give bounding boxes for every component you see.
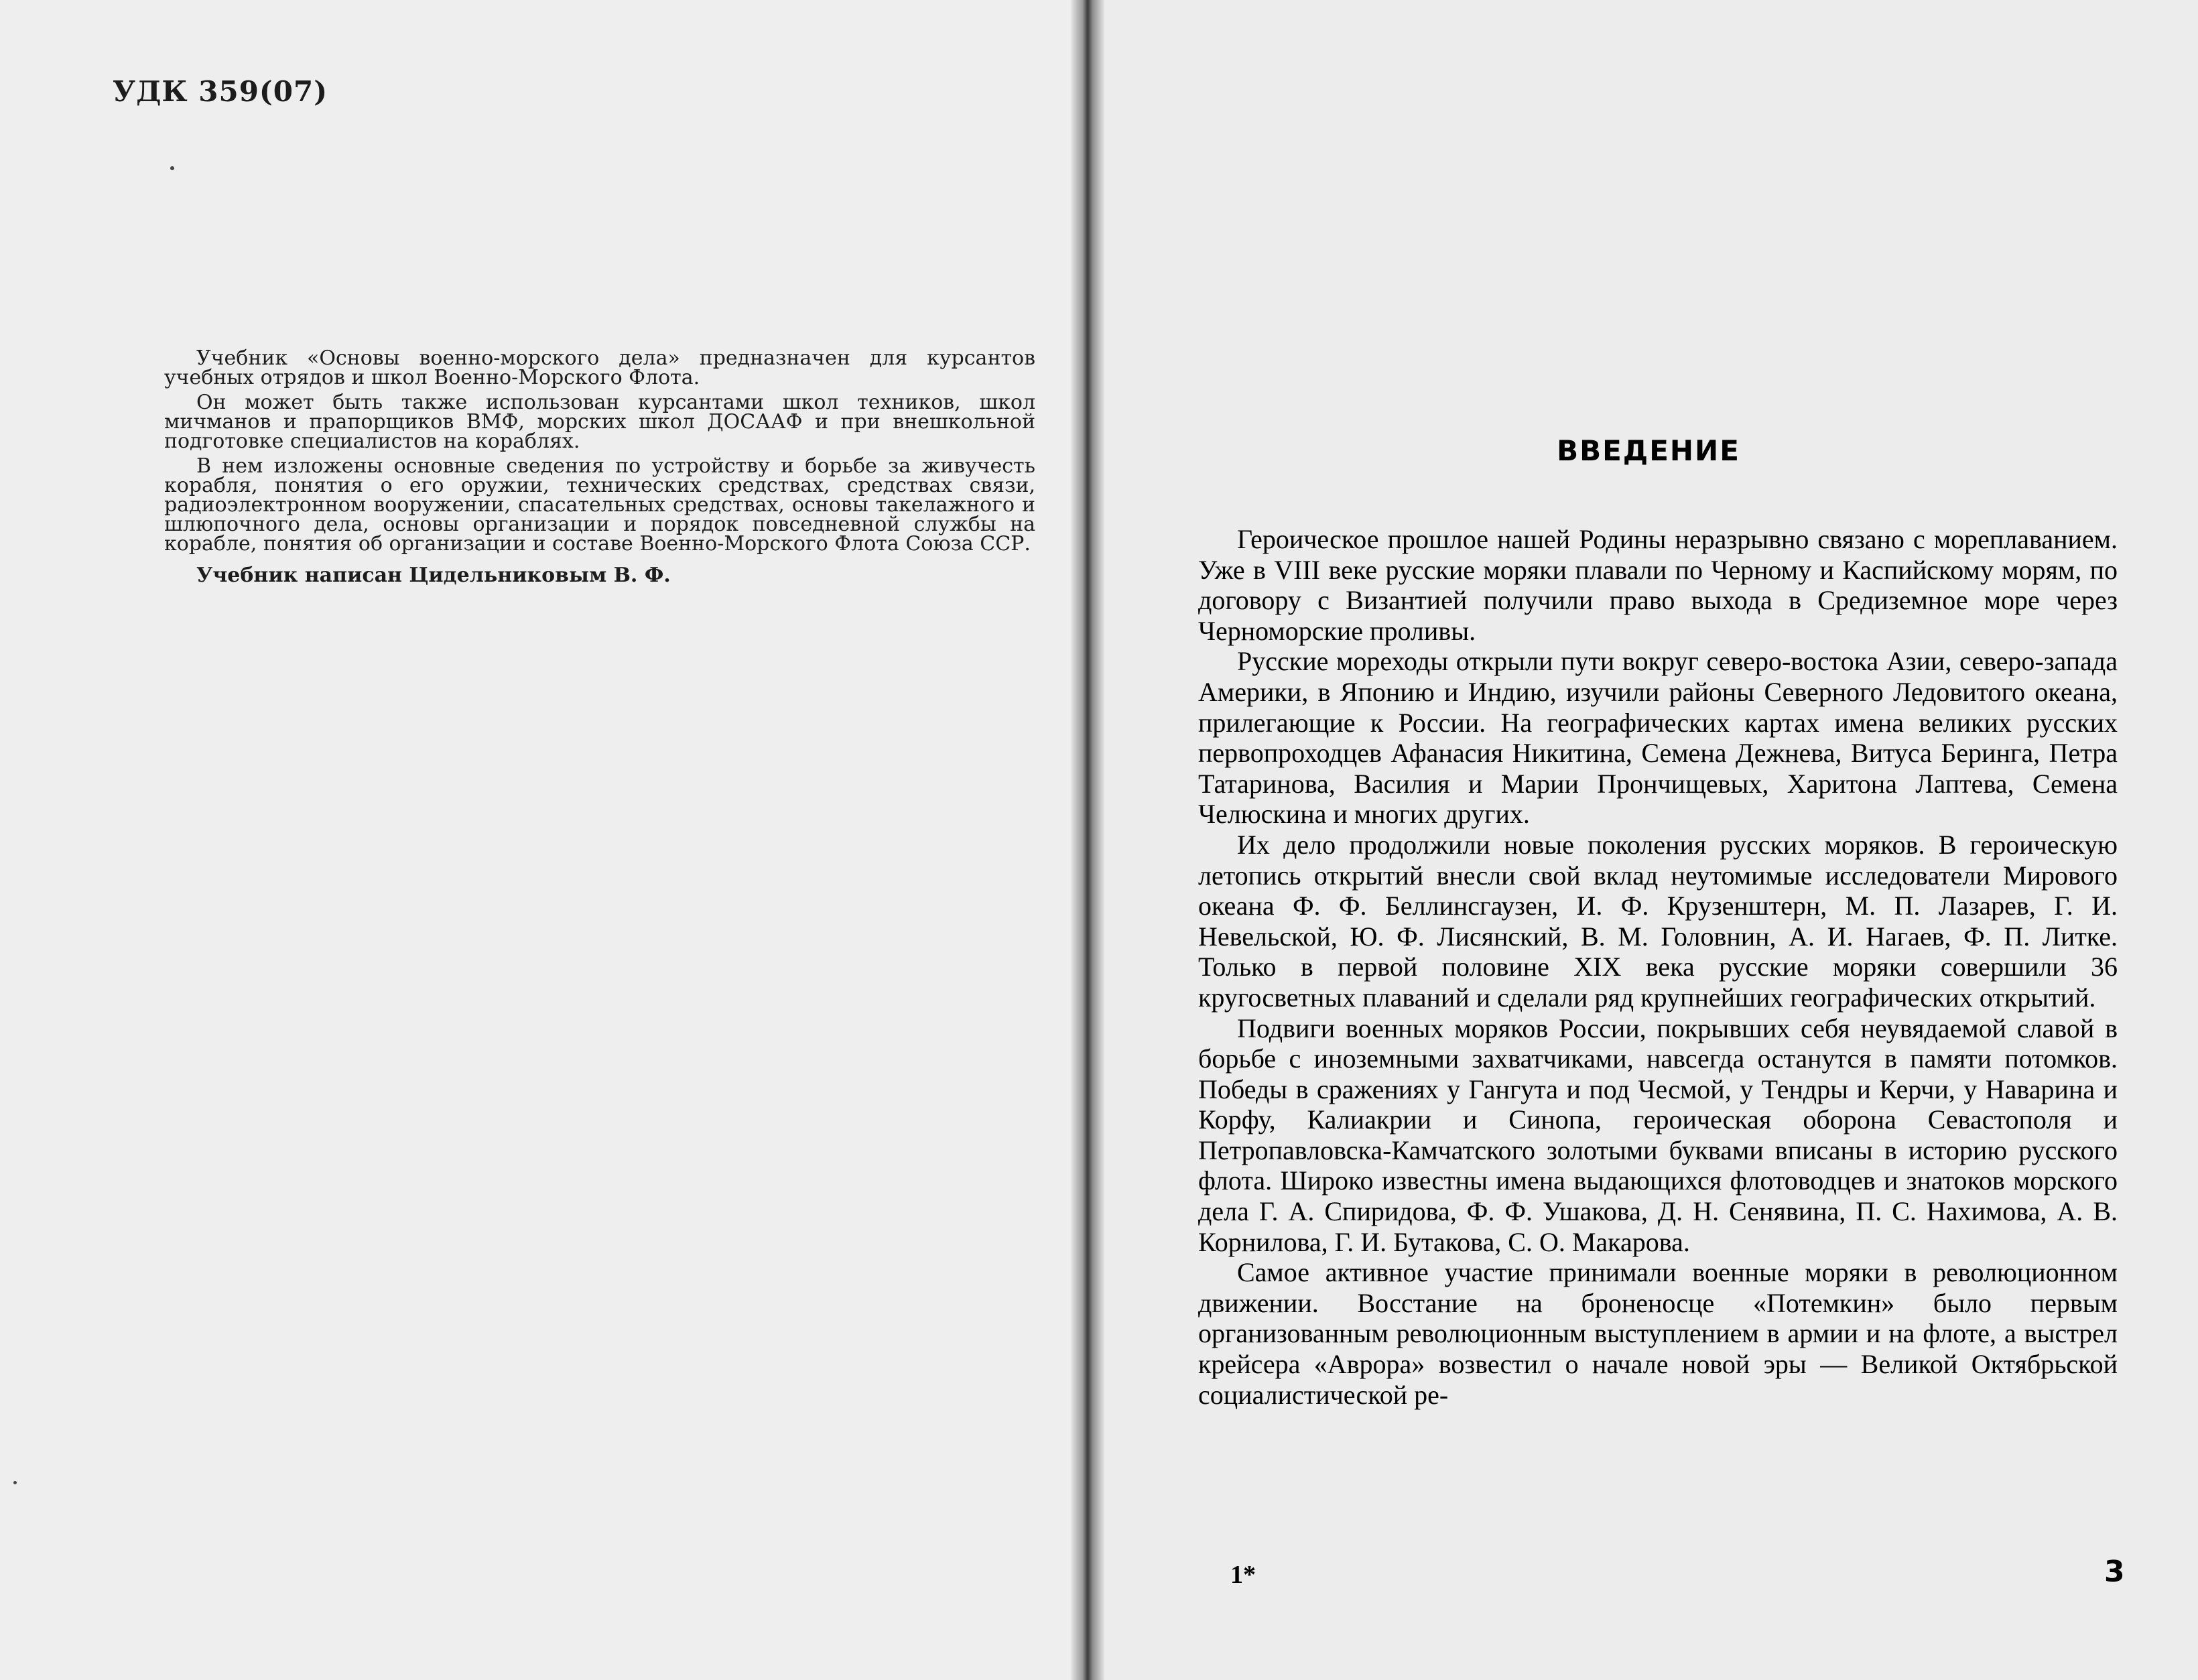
page-number: 3	[2104, 1555, 2125, 1589]
book-annotation	[164, 348, 1035, 590]
annotation-paragraph: Учебник «Основы военно-морского дела» предназначен для курсантов учебных отрядов и школ Военно-Морского Флота.	[164, 346, 1035, 389]
chapter-body	[1198, 524, 2118, 1410]
body-paragraph: Героическое прошлое нашей Родины неразрывно связано с мореплаванием. Уже в VIII веке русские моряки плавали по Черному и Каспийскому морям, по договору с Византией получили право выхода в Средиземное море через Черноморские проливы.	[1198, 524, 2118, 646]
chapter-heading: ВВЕДЕНИЕ	[1557, 434, 1740, 467]
body-paragraph: Русские мореходы открыли пути вокруг северо-востока Азии, северо-запада Америки, в Японию и Индию, изучили районы Северного Ледовитого океана, прилегающие к России. На географических картах имена великих русских первопроходцев Афанасия Никитина, Семена Дежнева, Витуса Беринга, Петра Татаринова, Василия и Марии Прончищевых, Харитона Лаптева, Семена Челюскина и многих других.	[1198, 646, 2118, 830]
book-gutter	[1071, 0, 1104, 1680]
left-page	[0, 0, 1076, 1680]
body-paragraph: Самое активное участие принимали военные моряки в революционном движении. Восстание на броненосце «Потемкин» было первым организованным революционным выступлением в армии и на флоте, а выстрел крейсера «Аврора» возвестил о начале новой эры — Великой Октябрьской социалистической ре-	[1198, 1257, 2118, 1410]
udk-code: УДК 359(07)	[113, 75, 328, 108]
body-paragraph: Их дело продолжили новые поколения русских моряков. В героическую летопись открытий внесли свой вклад неутомимые исследователи Мирового океана Ф. Ф. Беллинсгаузен, И. Ф. Крузенштерн, М. П. Лазарев, Г. И. Невельской, Ю. Ф. Лисянский, В. М. Головнин, А. И. Нагаев, Ф. П. Литке. Только в первой половине XIX века русские моряки совершили 36 кругосветных плаваний и сделали ряд крупнейших географических открытий.	[1198, 829, 2118, 1013]
author-credit: Учебник написан Цидельниковым В. Ф.	[196, 564, 671, 587]
signature-mark: 1*	[1230, 1561, 1256, 1589]
annotation-paragraph: Он может быть также использован курсантами школ техников, школ мичманов и прапорщиков ВМФ, морских школ ДОСААФ и при внешкольной подготовке специалистов на кораблях.	[164, 391, 1035, 453]
body-paragraph: Подвиги военных моряков России, покрывших себя неувядаемой славой в борьбе с иноземными захватчиками, навсегда останутся в памяти потомков. Победы в сражениях у Гангута и под Чесмой, у Тендры и Керчи, у Наварина и Корфу, Калиакрии и Синопа, героическая оборона Севастополя и Петропавловска-Камчатского золотыми буквами вписаны в историю русского флота. Широко известны имена выдающихся флотоводцев и знатоков морского дела Г. А. Спиридова, Ф. Ф. Ушакова, Д. Н. Сенявина, П. С. Нахимова, А. В. Корнилова, Г. И. Бутакова, С. О. Макарова.	[1198, 1013, 2118, 1257]
print-speck	[170, 166, 174, 170]
print-speck	[13, 1481, 17, 1484]
annotation-paragraph: В нем изложены основные сведения по устройству и борьбе за живучесть корабля, понятия о его оружии, технических средствах, средствах связи, радиоэлектронном вооружении, спасательных средствах, основы такелажного и шлюпочного дела, основы организации и порядок повседневной службы на корабле, понятия об организации и составе Военно-Морского Флота Союза ССР.	[164, 454, 1035, 556]
